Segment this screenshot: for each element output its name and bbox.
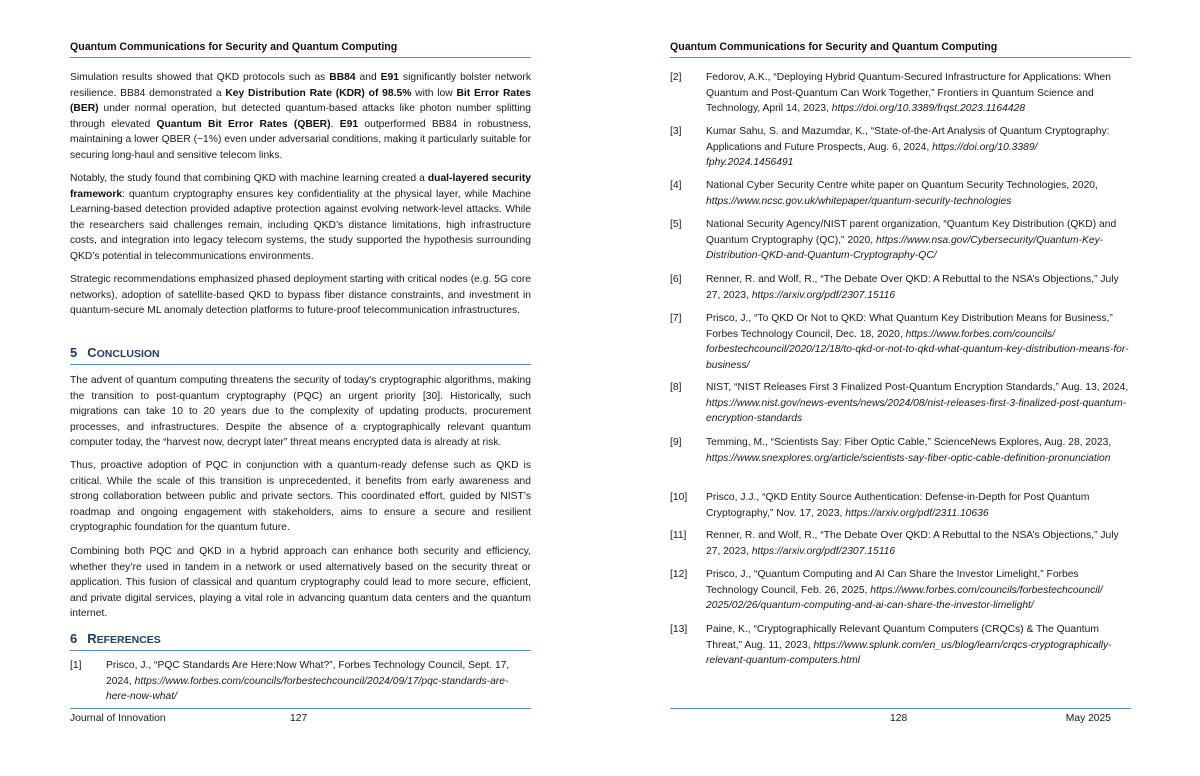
reference-number: [10] xyxy=(670,492,688,503)
reference-item xyxy=(670,311,1131,373)
conclusion-paragraph-1: The advent of quantum computing threatens the security of today's cryptographic algorithms, making the transition to post-quantum cryptography (PQC) an urgent priority [30]. Historically, such migrations can take 10 to 20 years due to the complexity of updating products, procurement processes, and infrastructures. Despite the absence of a cryptographically relevant quantum computer today, the “harvest now, decrypt later” threat means encrypted data is already at risk. xyxy=(70,375,531,449)
section-title-rest: ONCLUSION xyxy=(96,348,160,360)
page-footer xyxy=(670,708,1131,728)
section-title-initial: C xyxy=(87,345,97,360)
publication-date: May 2025 xyxy=(1065,713,1111,724)
reference-item xyxy=(670,490,1131,521)
recommendations-paragraph: Strategic recommendations emphasized phased deployment starting with critical nodes (e.g. 5G core networks), adoption of satellite-based QKD to bypass fiber distance constraints, and investment in quantum-secure ML anomaly detection platforms to future-proof telecommunication infrastructures. xyxy=(70,274,531,317)
reference-number: [1] xyxy=(70,660,82,671)
reference-number: [12] xyxy=(670,569,688,580)
section-number: 5 xyxy=(70,345,78,360)
conclusion-paragraph-2: Thus, proactive adoption of PQC in conjunction with a quantum-ready defense such as QKD is critical. While the scale of this transition is unprecedented, it benefits from early awareness and strong collaboration between public and private sectors. This coordinated effort, guided by NIST’s roadmap and ongoing engagement with stakeholders, aims to ensure a secure and resilient cryptographic foundation for the quantum future. xyxy=(70,460,531,534)
right-page xyxy=(670,0,1131,776)
reference-text: Renner, R. and Wolf, R., “The Debate Over QKD: A Rebuttal to the NSA’s Objections,” July 27, 2023, https://arxiv.org/pdf/2307.15116 xyxy=(706,274,1119,301)
reference-text: Fedorov, A.K., “Deploying Hybrid Quantum-Secured Infrastructure for Applications: When Quantum and Post-Quantum Can Work Together,” Frontiers in Quantum Science and Technology, April 14, 2023, https://doi.org/10.3389/frqst.2023.1164428 xyxy=(706,72,1112,115)
reference-number: [2] xyxy=(670,72,682,83)
reference-item xyxy=(670,70,1131,117)
framework-paragraph: Notably, the study found that combining QKD with machine learning created a dual-layered security framework: quantum cryptography ensures key confidentiality at the physical layer, while Machine Learning-based detection provided adaptive protection against evolving network-level attacks. While the researchers said challenges remain, including QKD’s distance limitations, high infrastructure costs, and integration into legacy telecom systems, the study supported the hypothesis surrounding QKD’s potential in telecommunications environments. xyxy=(70,173,531,262)
reference-text: Prisco, J.J., “QKD Entity Source Authentication: Defense-in-Depth for Post Quantum Cryptography,” Nov. 17, 2023, https://arxiv.org/pdf/2311.10636 xyxy=(706,492,1090,519)
section-number: 6 xyxy=(70,631,78,646)
reference-number: [5] xyxy=(670,219,682,230)
reference-item xyxy=(670,124,1131,171)
reference-number: [6] xyxy=(670,274,682,285)
reference-text: NIST, “NIST Releases First 3 Finalized Post-Quantum Encryption Standards,” Aug. 13, 2024, https://www.nist.gov/news-events/news/2024/08/nist-releases-first-3-finalized-post-quantum-encryption-standards xyxy=(706,382,1129,425)
results-paragraph: Simulation results showed that QKD protocols such as BB84 and E91 significantly bolster network resilience. BB84 demonstrated a Key Distribution Rate (KDR) of 98.5% with low Bit Error Rates (BER) under normal operation, but detected quantum-based attacks like photon number splitting through elevated Quantum Bit Error Rates (QBER). E91 outperformed BB84 in robustness, maintaining a lower QBER (~1%) even under adversarial conditions, making it particularly suitable for securing long-haul and sensitive telecom links. xyxy=(70,72,532,161)
reference-text: National Cyber Security Centre white paper on Quantum Security Technologies, 2020, https://www.ncsc.gov.uk/whitepaper/quantum-security-technologies xyxy=(706,180,1098,207)
reference-text: National Security Agency/NIST parent organization, “Quantum Key Distribution (QKD) and Quantum Cryptography (QC),” 2020, https://www.nsa.gov/Cybersecurity/Quantum-Key-Distribution-QKD-and-Quantum-Cryptography-QC/ xyxy=(706,219,1117,262)
reference-item xyxy=(670,178,1131,209)
page-footer xyxy=(70,708,531,728)
reference-text: Prisco, J., “To QKD Or Not to QKD: What Quantum Key Distribution Means for Business,” Forbes Technology Council, Dec. 18, 2020, https://www.forbes.com/councils/ forbestechcouncil/2020/12/18/to-qkd-or-not-to-qkd-what-quantum-key-distribution-means-for-business/ xyxy=(706,313,1129,371)
conclusion-paragraph-3: Combining both PQC and QKD in a hybrid approach can enhance both security and efficiency, whether they’re used in tandem in a network or used alternatively based on the security threat or application. This fusion of classical and quantum cryptography could lead to more secure, efficient, and private digital services, playing a vital role in advancing quantum data centers and the quantum internet. xyxy=(70,546,531,620)
reference-number: [4] xyxy=(670,180,682,191)
section-title-rest: EFERENCES xyxy=(96,634,161,646)
reference-number: [3] xyxy=(670,126,682,137)
page-number: 128 xyxy=(890,713,908,724)
reference-item xyxy=(670,567,1131,614)
reference-text: Prisco, J., “Quantum Computing and AI Can Share the Investor Limelight,” Forbes Technology Council, Feb. 26, 2025, https://www.forbes.com/councils/forbestechcouncil/ 2025/02/26/quantum-computing-and-ai-can-share-the-investor-limelight/ xyxy=(706,569,1103,612)
reference-text: Prisco, J., “PQC Standards Are Here:Now What?”, Forbes Technology Council, Sept. 17, 2024, https://www.forbes.com/councils/forbestechcouncil/2024/09/17/pqc-standards-are-here-now-what/ xyxy=(106,660,510,703)
journal-name: Journal of Innovation xyxy=(70,713,166,724)
reference-number: [13] xyxy=(670,624,688,635)
reference-item xyxy=(670,622,1131,669)
reference-text: Renner, R. and Wolf, R., “The Debate Over QKD: A Rebuttal to the NSA’s Objections,” July 27, 2023, https://arxiv.org/pdf/2307.15116 xyxy=(706,530,1119,557)
reference-number: [9] xyxy=(670,437,682,448)
reference-text: Temming, M., “Scientists Say: Fiber Optic Cable,” ScienceNews Explores, Aug. 28, 2023, https://www.snexplores.org/article/scientists-say-fiber-optic-cable-definition-pronunciation xyxy=(706,437,1112,464)
reference-number: [8] xyxy=(670,382,682,393)
reference-text: Kumar Sahu, S. and Mazumdar, K., “State-of-the-Art Analysis of Quantum Cryptography: Applications and Future Prospects, Aug. 6, 2024, https://doi.org/10.3389/ fphy.2024.1456491 xyxy=(706,126,1110,169)
conclusion-heading xyxy=(70,345,531,365)
reference-text: Paine, K., “Cryptographically Relevant Quantum Computers (CRQCs) & The Quantum Threat,” Aug. 11, 2023, https://www.splunk.com/en_us/blog/learn/crqcs-cryptographically-relevant-quantum-computers.html xyxy=(706,624,1112,667)
section-title-initial: R xyxy=(87,631,97,646)
page-number: 127 xyxy=(290,713,308,724)
reference-number: [11] xyxy=(670,530,687,541)
reference-item xyxy=(670,435,1131,466)
reference-item xyxy=(670,528,1131,559)
reference-item xyxy=(670,380,1131,427)
left-page xyxy=(70,0,531,776)
reference-item xyxy=(70,658,531,705)
reference-number: [7] xyxy=(670,313,682,324)
references-heading xyxy=(70,631,531,651)
running-header: Quantum Communications for Security and Quantum Computing xyxy=(670,41,1131,58)
reference-item xyxy=(670,217,1131,264)
running-header: Quantum Communications for Security and Quantum Computing xyxy=(70,41,531,58)
reference-item xyxy=(670,272,1131,303)
